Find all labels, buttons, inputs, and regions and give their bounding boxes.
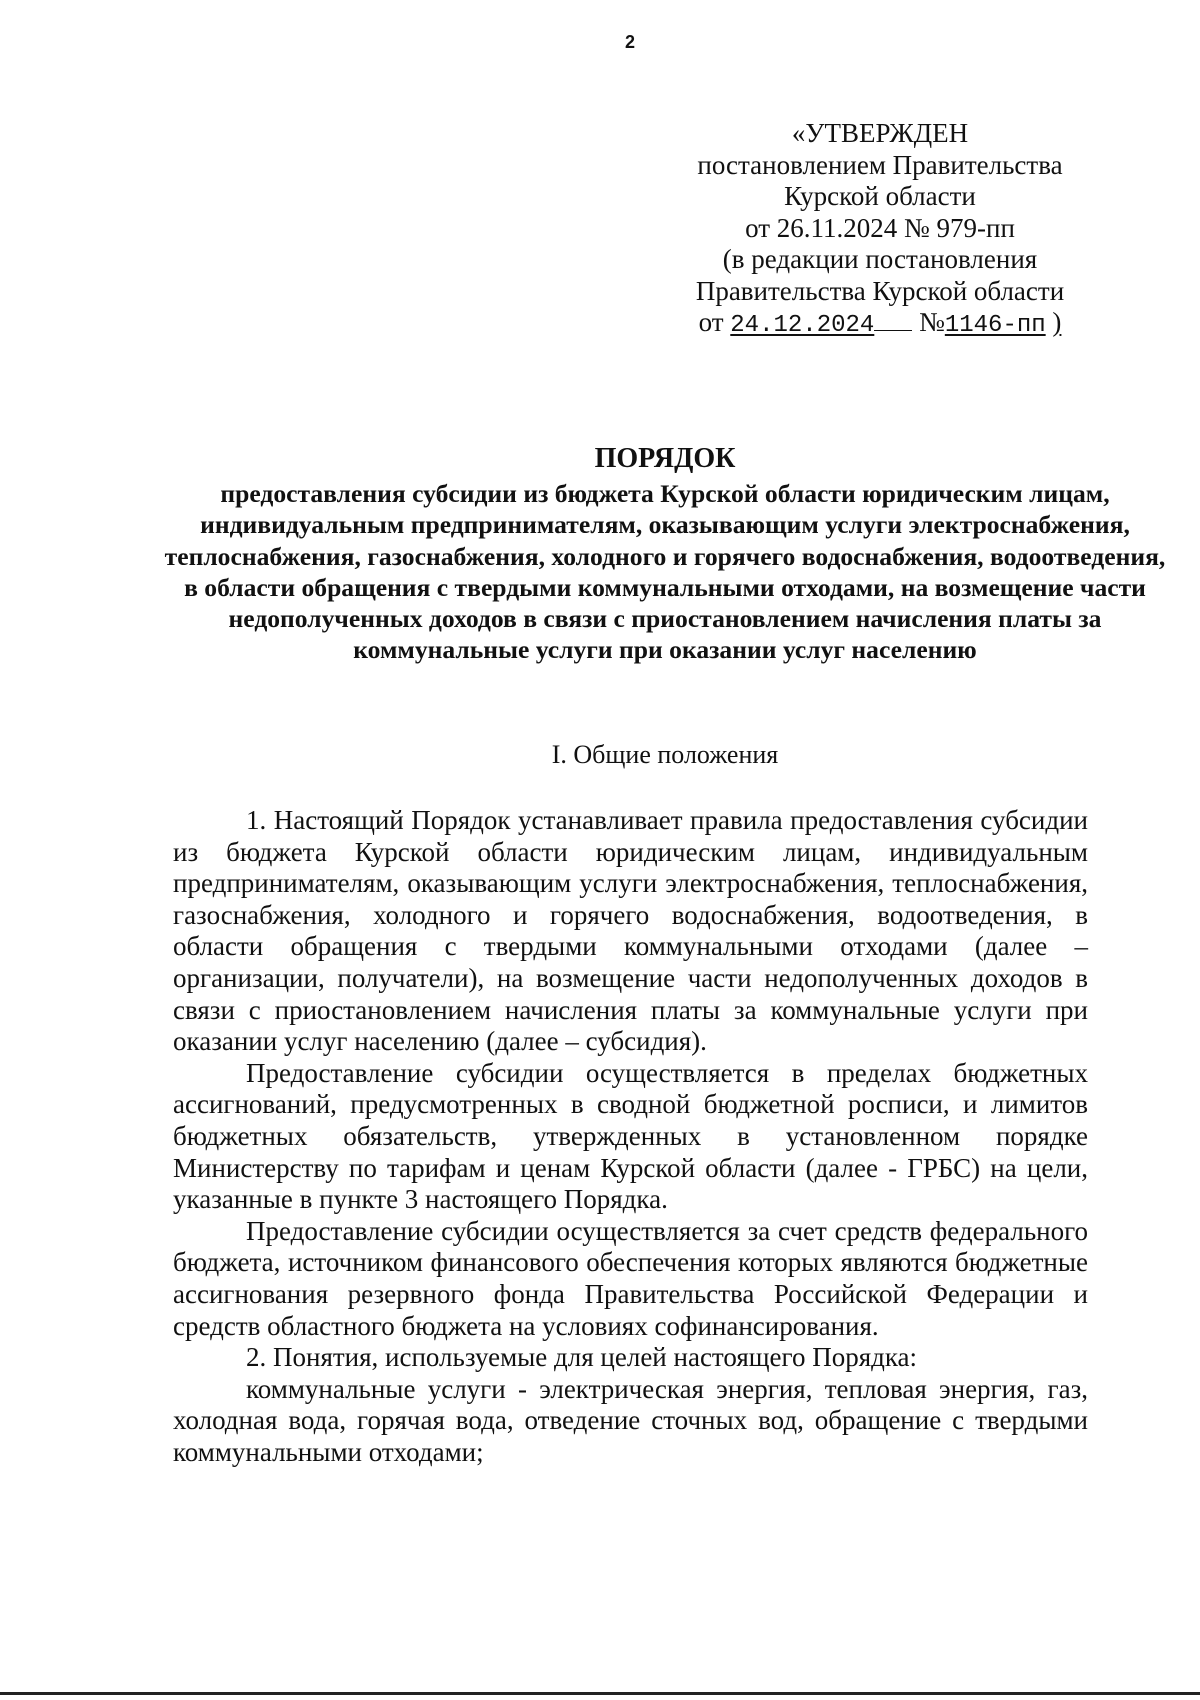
paragraph-1: 1. Настоящий Порядок устанавливает правила предоставления субсидии из бюджета Курской области юридическим лицам, индивидуальным предпринимателям, оказывающим услуги электроснабжения, теплоснабжения, газоснабжения, холодного и горячего водоснабжения, водоотведения, в области обращения с твердыми коммунальными отходами (далее – организации, получатели), на возмещение части недополученных доходов в связи с приостановлением начисления платы за коммунальные услуги при оказании услуг населению (далее – субсидия).: [173, 805, 1088, 1057]
section-heading: I. Общие положения: [551, 740, 779, 769]
approval-line-edition: (в редакции постановления: [722, 244, 1038, 274]
amendment-date: 24.12.2024: [730, 312, 875, 339]
amendment-close-paren: ): [1052, 307, 1062, 337]
amendment-date-blank: [874, 329, 912, 331]
paragraph-4: 2. Понятия, используемые для целей настоящего Порядка:: [246, 1342, 918, 1373]
scan-edge-line: [0, 1692, 1200, 1695]
approval-line-original-date: от 26.11.2024 № 979-пп: [745, 212, 1015, 243]
document-title: ПОРЯДОК: [594, 443, 736, 474]
approval-line-approved: «УТВЕРЖДЕН: [791, 118, 969, 148]
body-text: [173, 805, 1088, 1468]
paragraph-2: Предоставление субсидии осуществляется в пределах бюджетных ассигнований, предусмотренных в сводной бюджетной росписи, и лимитов бюджетных обязательств, утвержденных в установленном порядке Министерству по тарифам и ценам Курской области (далее - ГРБС) на цели, указанные в пункте 3 настоящего Порядка.: [173, 1057, 1088, 1215]
amendment-number-label: №: [919, 307, 945, 337]
page-number: 2: [624, 32, 635, 52]
paragraph-5: коммунальные услуги - электрическая энергия, тепловая энергия, газ, холодная вода, горячая вода, отведение сточных вод, обращение с твердыми коммунальными отходами;: [173, 1373, 1088, 1467]
approval-line-government: Правительства Курской области: [695, 275, 1065, 306]
approval-line-amendment: [680, 307, 1080, 342]
amendment-number: 1146-пп: [944, 312, 1046, 339]
document-subtitle: предоставления субсидии из бюджета Курской области юридическим лицам, индивидуальным предпринимателям, оказывающим услуги электроснабжения, теплоснабжения, газоснабжения, холодного и горячего водоснабжения, водоотведения, в области обращения с твердыми коммунальными отходами, на возмещение части недополученных доходов в связи с приостановлением начисления платы за коммунальные услуги при оказании услуг населению: [164, 479, 1166, 665]
approval-line-region: Курской области: [784, 181, 976, 211]
paragraph-3: Предоставление субсидии осуществляется за счет средств федерального бюджета, источником финансового обеспечения которых являются бюджетные ассигнования резервного фонда Правительства Российской Федерации и средств областного бюджета на условиях софинансирования.: [173, 1215, 1088, 1341]
amendment-from-label: от: [698, 307, 724, 337]
approval-line-resolution: постановлением Правительства: [697, 149, 1063, 180]
approval-stamp-block: [680, 118, 1080, 342]
